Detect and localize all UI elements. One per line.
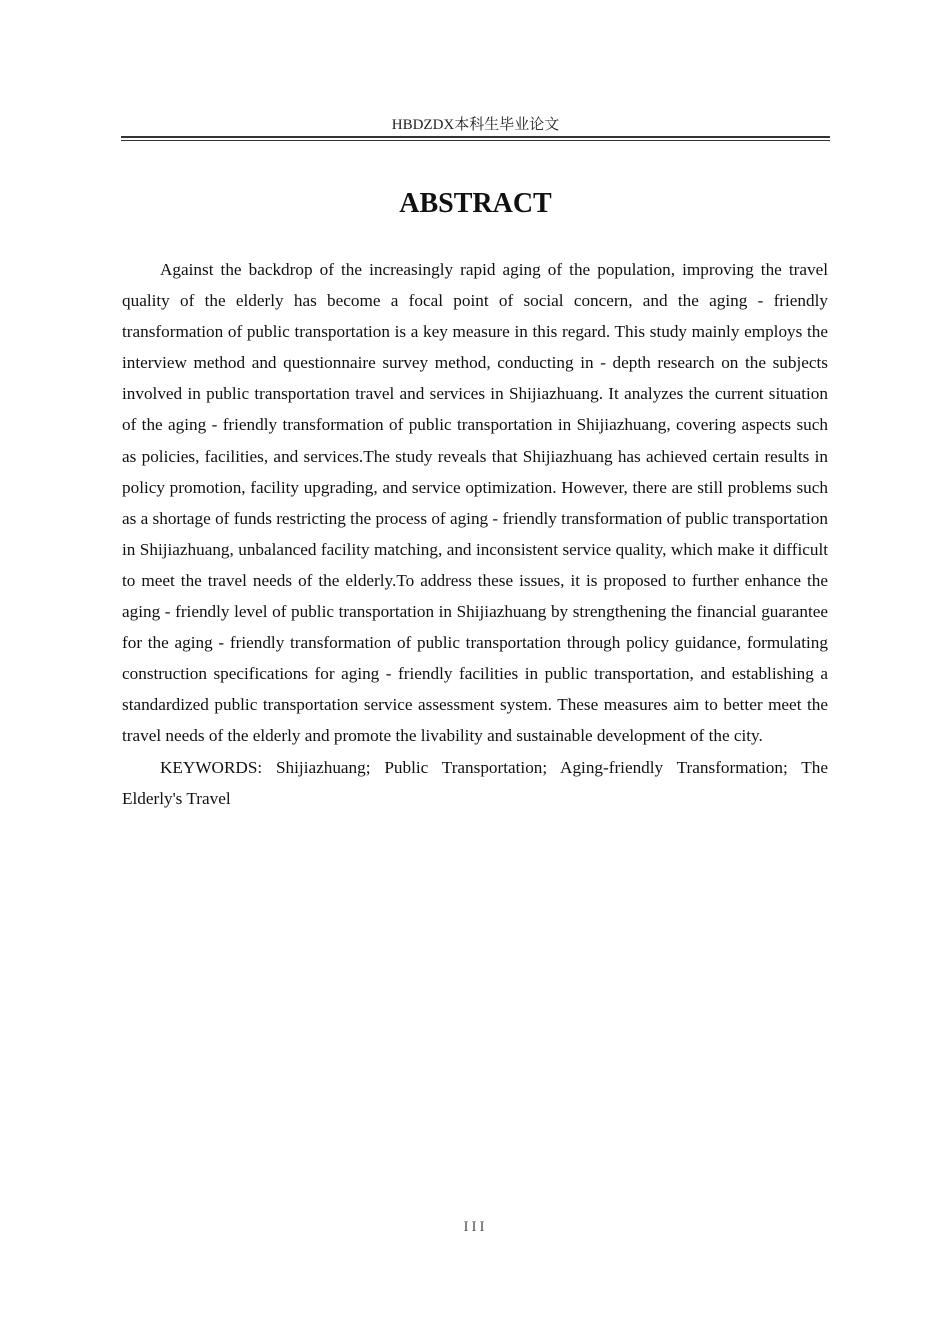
running-header: HBDZDX本科生毕业论文	[391, 117, 560, 133]
abstract-title: ABSTRACT	[399, 188, 552, 219]
page-number: III	[463, 1219, 488, 1235]
abstract-paragraph: Against the backdrop of the increasingly rapid aging of the population, improving the travel quality of the elderly has become a focal point of social concern, and the aging - friendly transformation of public transportation is a key measure in this regard. This study mainly employs the interview method and questionnaire survey method, conducting in - depth research on the subjects involved in public transportation travel and services in Shijiazhuang. It analyzes the current situation of the aging - friendly transformation of public transportation in Shijiazhuang, covering aspects such as policies, facilities, and services.The study reveals that Shijiazhuang has achieved certain results in policy promotion, facility upgrading, and service optimization. However, there are still problems such as a shortage of funds restricting the process of aging - friendly transformation of public transportation in Shijiazhuang, unbalanced facility matching, and inconsistent service quality, which make it difficult to meet the travel needs of the elderly.To address these issues, it is proposed to further enhance the aging - friendly level of public transportation in Shijiazhuang by strengthening the financial guarantee for the aging - friendly transformation of public transportation through policy guidance, formulating construction specifications for aging - friendly facilities in public transportation, and establishing a standardized public transportation service assessment system. These measures aim to better meet the travel needs of the elderly and promote the livability and sustainable development of the city.	[122, 260, 828, 746]
header-rule-thick	[121, 136, 830, 138]
keywords-paragraph: KEYWORDS: Shijiazhuang; Public Transportation; Aging-friendly Transformation; The Elderly's Travel	[122, 757, 828, 808]
abstract-section	[122, 254, 828, 814]
header-rule-thin	[121, 140, 830, 141]
